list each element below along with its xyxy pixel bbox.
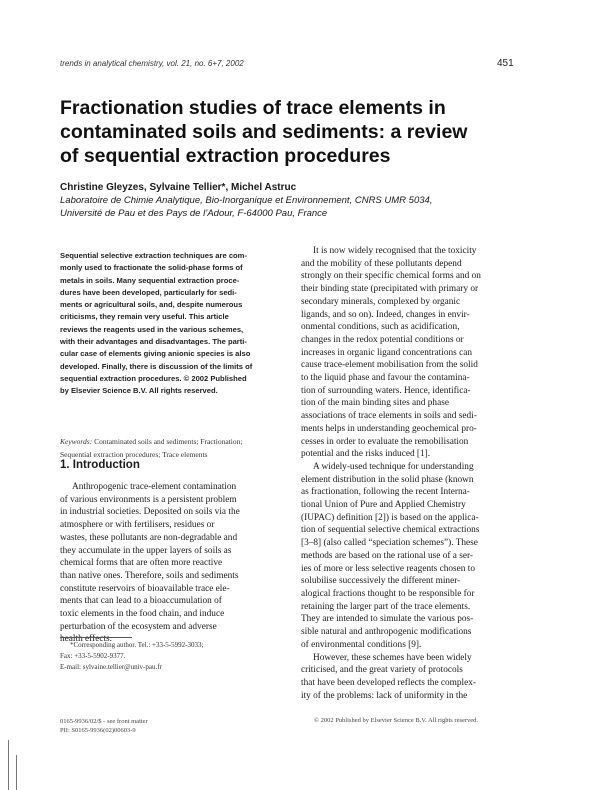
footnote-line: Fax: +33-5-5902-9377. [60, 652, 126, 660]
body-line: and the mobility of these pollutants depend [301, 258, 462, 269]
abstract-line: metals in soils. Many sequential extraction proce- [60, 275, 240, 285]
body-line: However, these schemes have been widely [313, 652, 472, 663]
crop-mark [8, 740, 9, 790]
body-line: ments that can lead to a bioaccumulation of [60, 596, 222, 607]
abstract-line: ments or agricultural soils, and, despite numerous [60, 300, 243, 310]
body-line: tion of the main binding sites and phase [301, 398, 449, 409]
body-line: ments helps in understanding geochemical pro- [301, 423, 477, 434]
body-line: ligands, and so on). Indeed, changes in envir- [301, 309, 470, 320]
body-line: retaining the larger part of the trace elements. [301, 601, 471, 612]
keywords [60, 436, 276, 461]
abstract-line: Sequential selective extraction techniques are com- [60, 251, 247, 260]
keywords-line [60, 436, 276, 449]
body-line: tion of surrounding waters. Hence, identifica- [301, 385, 471, 396]
body-line: atmosphere or with fertilisers, residues or [60, 520, 215, 531]
footnote [60, 640, 203, 673]
body-line: strongly on their specific chemical forms and on [301, 271, 481, 282]
footnote-rule [60, 637, 132, 638]
abstract-line: developed. Finally, there is discussion of the limits of [60, 361, 253, 371]
body-line: It is now widely recognised that the toxicity [313, 246, 477, 256]
body-line: of environmental conditions [9]. [301, 639, 422, 650]
pii: PII: S0165-9936(02)00603-9 [60, 727, 136, 734]
body-line: sible natural and anthropogenic modifications [301, 627, 472, 638]
body-line: associations of trace elements in soils and sedi- [301, 411, 477, 422]
body-line: potential and the risks induced [1]. [301, 449, 431, 460]
affiliation [60, 194, 432, 220]
title-line: contaminated soils and sediments: a review [60, 121, 468, 143]
section-heading: 1. Introduction [60, 459, 140, 471]
body-line: secondary minerals, complexed by organic [301, 296, 461, 307]
body-line: [3–8] (also called “speciation schemes”). These [301, 538, 478, 549]
introduction-text [60, 481, 276, 646]
abstract-line: dures have been developed, particularly for sedi- [60, 287, 237, 297]
body-line: as fractionation, following the recent Interna- [301, 487, 470, 498]
body-line: A widely-used technique for understanding [313, 461, 474, 472]
abstract-line: criticisms, they remain very useful. This article [60, 312, 229, 322]
right-column-text [301, 245, 520, 702]
abstract-line: cular case of elements giving anionic species is also [60, 349, 251, 359]
body-line: toxic elements in the food chain, and induce [60, 609, 225, 620]
body-line: element distribution in the solid phase (known [301, 474, 474, 485]
body-line: onmental conditions, such as acidification, [301, 322, 460, 333]
affiliation-line: Université de Pau et des Pays de l’Adour, F-64000 Pau, France [60, 208, 328, 219]
body-line: tional Union of Pure and Applied Chemistry [301, 500, 466, 511]
crop-mark [16, 755, 17, 790]
journal-citation: trends in analytical chemistry, vol. 21, no. 6+7, 2002 [60, 59, 244, 68]
abstract [60, 250, 276, 398]
body-line: wastes, these pollutants are non-degradable and [60, 532, 238, 543]
body-line: changes in the redox potential conditions or [301, 334, 464, 345]
affiliation-line: Laboratoire de Chimie Analytique, Bio-Inorganique et Environnement, CNRS UMR 5034, [60, 195, 433, 206]
body-line: to the liquid phase and favour the contamina- [301, 373, 470, 384]
body-line: cesses in order to evaluate the remobilisation [301, 436, 469, 447]
footer-copyright: © 2002 Published by Elsevier Science B.V. All rights reserved. [314, 717, 479, 724]
body-line: they accumulate in the upper layers of soils as [60, 545, 232, 556]
body-line: alogical fractions thought to be responsible for [301, 588, 475, 599]
title-line: Fractionation studies of trace elements in [60, 97, 446, 119]
title-line: of sequential extraction procedures [60, 145, 391, 167]
body-line: They are intended to simulate the various pos- [301, 614, 474, 625]
page-number: 451 [497, 58, 514, 69]
keywords-text: Contaminated soils and sediments; Fractionation; [92, 437, 243, 446]
body-line: ies of more or less selective reagents chosen to [301, 563, 475, 574]
body-line: in industrial societies. Deposited on soils via the [60, 507, 240, 518]
body-line: solubilise successively the different miner- [301, 576, 461, 587]
body-line: criticised, and the great variety of protocols [301, 665, 463, 676]
abstract-line: with their advantages and disadvantages. The parti- [60, 337, 247, 347]
body-line: (IUPAC) definition [2]) is based on the applica- [301, 512, 479, 523]
abstract-line: sequential extraction procedures. © 2002 Published [60, 373, 247, 383]
authors: Christine Gleyzes, Sylvaine Tellier*, Michel Astruc [60, 182, 297, 193]
body-line: of various environments is a persistent problem [60, 494, 237, 505]
footnote-line: *Corresponding author. Tel.: +33-5-5992-3033; [70, 641, 204, 649]
body-line: chemical forms that are often more reactive [60, 558, 223, 569]
body-line: cause trace-element mobilisation from the solid [301, 360, 478, 371]
body-line: than native ones. Therefore, soils and sediments [60, 570, 239, 581]
body-line: increases in organic ligand concentrations can [301, 347, 472, 358]
abstract-line: reviews the reagents used in the various schemes, [60, 324, 244, 334]
body-line: ity of the problems: lack of uniformity in the [301, 690, 468, 701]
issn: 0165-9936/02/$ - see front matter [60, 718, 148, 725]
body-line: perturbation of the ecosystem and adverse [60, 621, 217, 632]
body-line: their binding state (precipitated with primary or [301, 284, 479, 295]
abstract-line: by Elsevier Science B.V. All rights reserved. [60, 386, 218, 396]
body-line: constitute reservoirs of bioavailable trace ele- [60, 583, 230, 594]
keywords-line: Sequential extraction procedures; Trace elements [60, 449, 208, 459]
body-line: that have been developed reflects the complex- [301, 677, 477, 688]
footnote-email[interactable]: E-mail: sylvaine.tellier@univ-pau.fr [60, 663, 162, 671]
body-line: methods are based on the rational use of a ser- [301, 550, 474, 561]
body-line: tion of sequential selective chemical extractions [301, 525, 480, 536]
keywords-label: Keywords: [60, 437, 93, 446]
article-title [60, 96, 560, 168]
footer-identifiers [60, 717, 148, 735]
body-line: health effects. [60, 634, 112, 645]
body-line: Anthropogenic trace-element contamination [72, 482, 237, 492]
abstract-line: monly used to fractionate the solid-phase forms of [60, 263, 243, 273]
